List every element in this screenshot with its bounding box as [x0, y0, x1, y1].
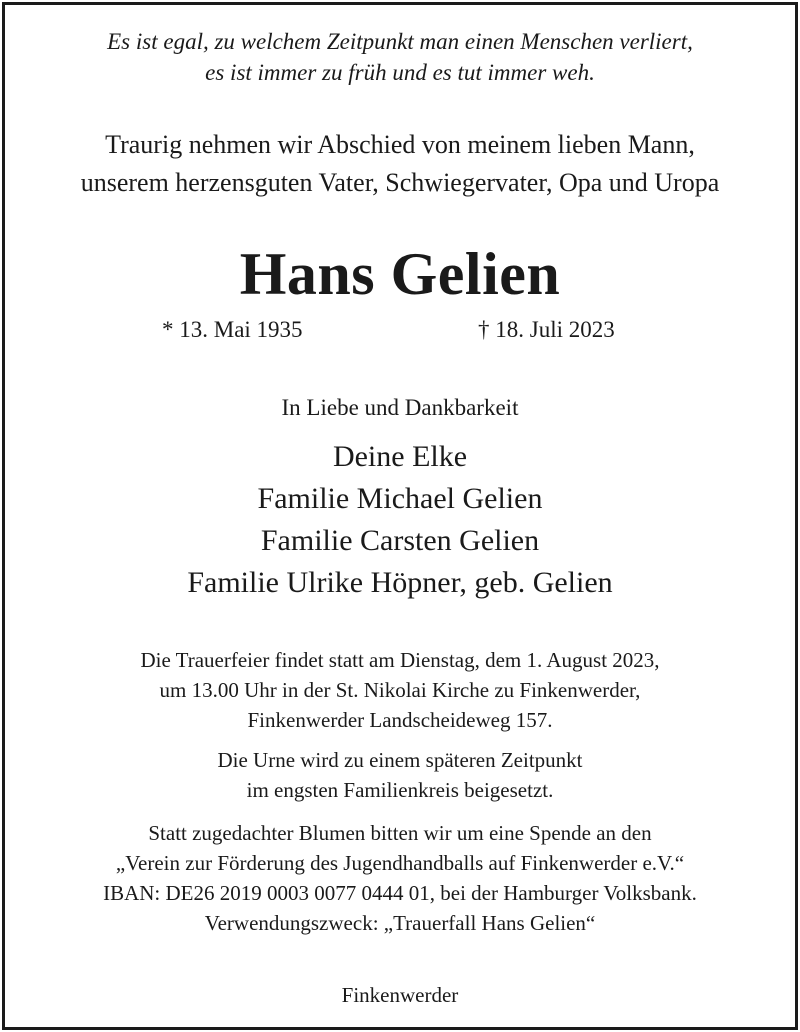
intro-text — [0, 126, 800, 202]
urn-line: Die Urne wird zu einem späteren Zeitpunkt — [217, 748, 583, 772]
signer: Familie Carsten Gelien — [260, 524, 540, 557]
signers — [0, 436, 800, 604]
service-info — [0, 645, 800, 735]
birth-date: * 13. Mai 1935 — [162, 317, 303, 342]
love-line: In Liebe und Dankbarkeit — [281, 395, 519, 420]
deceased-name: Hans Gelien — [239, 241, 561, 307]
place: Finkenwerder — [341, 983, 459, 1007]
quote-line: es ist immer zu früh und es tut immer weh. — [205, 60, 595, 85]
signer: Familie Ulrike Höpner, geb. Gelien — [187, 566, 613, 599]
signer: Deine Elke — [332, 440, 468, 473]
service-line: um 13.00 Uhr in der St. Nikolai Kirche zu Finkenwerder, — [159, 678, 641, 702]
quote — [0, 26, 800, 88]
service-line: Die Trauerfeier findet statt am Dienstag, dem 1. August 2023, — [140, 648, 660, 672]
quote-line: Es ist egal, zu welchem Zeitpunkt man einen Menschen verliert, — [107, 29, 693, 54]
urn-line: im engsten Familienkreis beigesetzt. — [246, 778, 554, 802]
donation-info — [0, 818, 800, 938]
intro-line: Traurig nehmen wir Abschied von meinem lieben Mann, — [105, 130, 695, 159]
donation-line: „Verein zur Förderung des Jugendhandballs auf Finkenwerder e.V.“ — [115, 851, 685, 875]
signer: Familie Michael Gelien — [257, 482, 543, 515]
donation-line: Statt zugedachter Blumen bitten wir um eine Spende an den — [148, 821, 652, 845]
donation-line: IBAN: DE26 2019 0003 0077 0444 01, bei der Hamburger Volksbank. — [103, 881, 697, 905]
urn-info — [0, 745, 800, 805]
death-date: † 18. Juli 2023 — [478, 317, 615, 342]
intro-line: unserem herzensguten Vater, Schwiegervater, Opa und Uropa — [80, 168, 720, 197]
service-line: Finkenwerder Landscheideweg 157. — [247, 708, 553, 732]
donation-line: Verwendungszweck: „Trauerfall Hans Gelien“ — [204, 911, 596, 935]
